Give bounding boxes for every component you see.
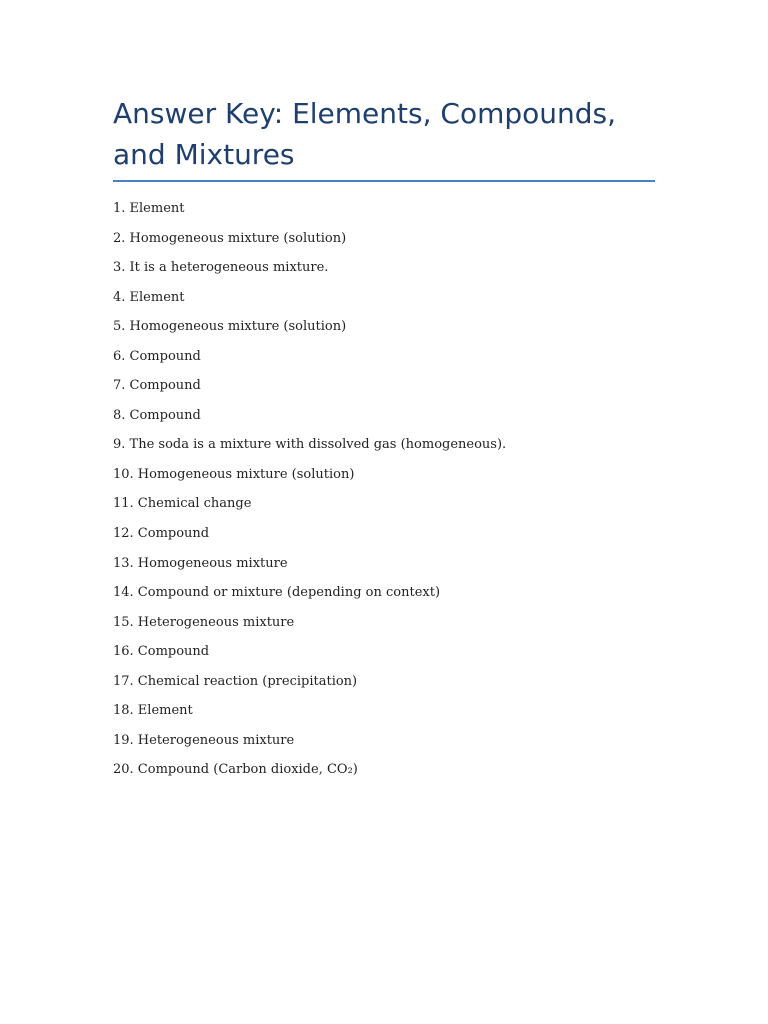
answer-item-2: 2. Homogeneous mixture (solution) [113,230,347,246]
answer-item-10: 10. Homogeneous mixture (solution) [113,466,355,482]
title-underline [113,180,655,182]
answer-item-14: 14. Compound or mixture (depending on context) [113,585,441,601]
answer-item-7: 7. Compound [113,378,201,394]
answer-item-5: 5. Homogeneous mixture (solution) [113,319,347,335]
answer-item-17: 17. Chemical reaction (precipitation) [113,673,358,689]
answer-item-3: 3. It is a heterogeneous mixture. [113,260,329,276]
answer-item-19: 19. Heterogeneous mixture [113,732,295,748]
answer-item-13: 13. Homogeneous mixture [113,555,288,571]
answer-item-16: 16. Compound [113,644,210,660]
answer-item-8: 8. Compound [113,407,201,423]
answer-item-20: 20. Compound (Carbon dioxide, CO₂) [113,762,358,778]
answer-item-6: 6. Compound [113,348,201,364]
answer-list [113,199,506,790]
answer-item-15: 15. Heterogeneous mixture [113,614,295,630]
answer-item-4: 4. Element [113,289,185,305]
answer-item-12: 12. Compound [113,526,210,542]
answer-item-9: 9. The soda is a mixture with dissolved gas (homogeneous). [113,437,507,453]
answer-item-18: 18. Element [113,703,193,719]
answer-item-1: 1. Element [113,201,185,216]
answer-item-11: 11. Chemical change [113,496,252,512]
page-title: Answer Key: Elements, Compounds, and Mixtures [113,97,617,171]
